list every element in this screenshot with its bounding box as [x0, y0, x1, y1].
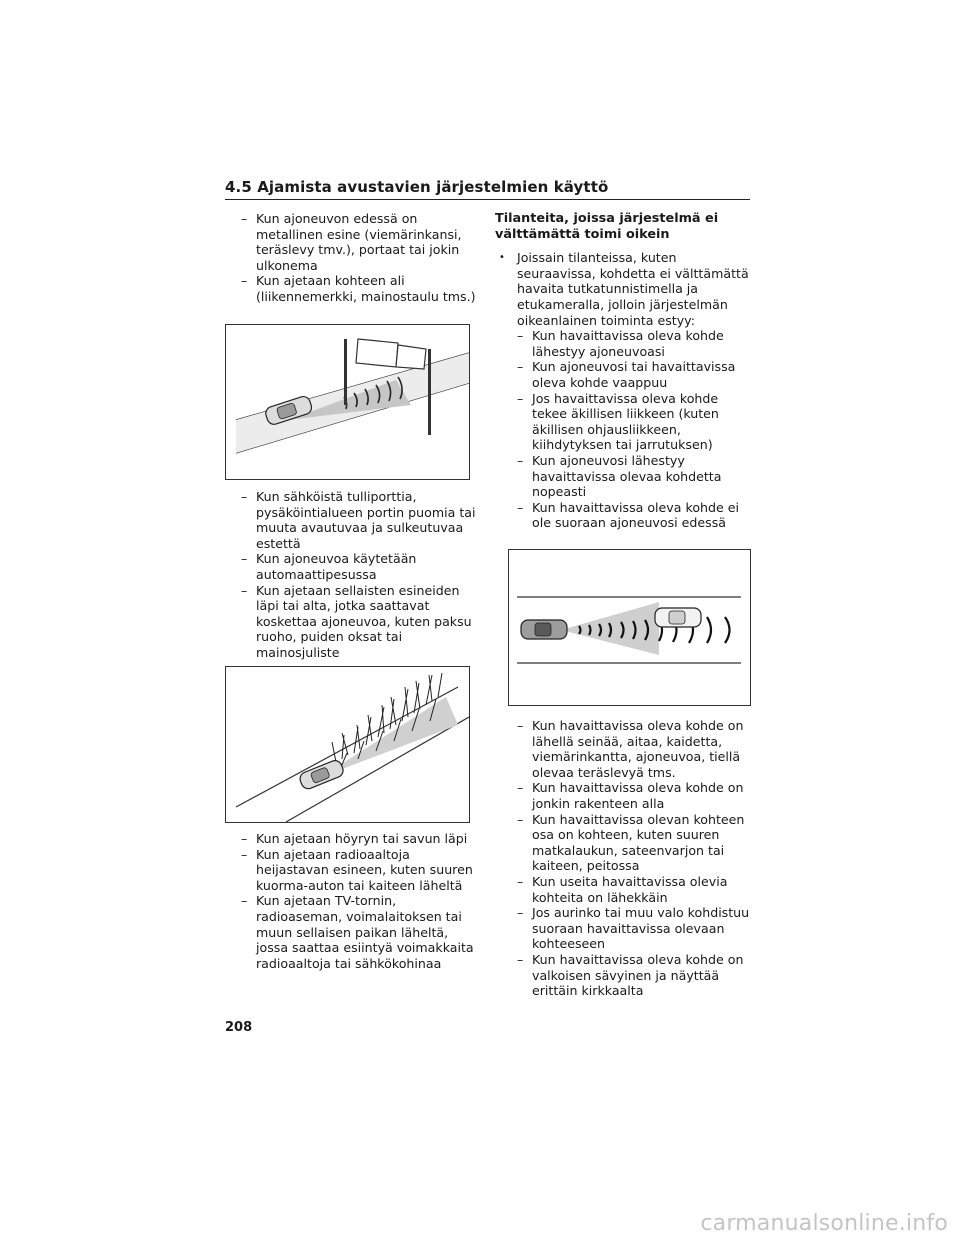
list-item: – Kun sähköistä tulliporttia, pysäköintialueen portin puomia tai muuta avautuvaa ja sulkeutuvaa estettä	[241, 489, 476, 551]
intro-bullet: • Joissain tilanteissa, kuten seuraavissa, kohdetta ei välttämättä havaita tutkatunnistimella ja etukameralla, jolloin järjestelmän oikeanlainen toiminta estyy:	[495, 250, 750, 328]
illustration-vehicle-ahead	[508, 549, 751, 706]
left-block-1	[241, 211, 476, 305]
left-block-2	[241, 489, 476, 661]
list-item: – Kun havaittavissa oleva kohde on valkoisen sävyinen ja näyttää erittäin kirkkaalta	[517, 952, 750, 999]
list-item: – Kun ajetaan kohteen ali (liikennemerkki, mainostaulu tms.)	[241, 273, 476, 304]
illustration-grass-branches	[225, 666, 470, 823]
watermark: carmanualsonline.info	[700, 1211, 948, 1236]
right-block-1	[495, 211, 750, 531]
list-item: – Kun ajetaan höyryn tai savun läpi	[241, 831, 476, 847]
list-item: – Kun havaittavissa oleva kohde on lähellä seinää, aitaa, kaidetta, viemärinkantta, ajoneuvoa, tiellä olevaa teräslevyä tms.	[517, 718, 750, 780]
list-item: – Kun ajoneuvosi tai havaittavissa oleva kohde vaappuu	[517, 359, 750, 390]
illustration-overhead-sign	[225, 324, 470, 480]
list-item: – Jos aurinko tai muu valo kohdistuu suoraan havaittavissa olevaan kohteeseen	[517, 905, 750, 952]
list-item: – Kun havaittavissa oleva kohde ei ole suoraan ajoneuvosi edessä	[517, 500, 750, 531]
left-block-3	[241, 831, 476, 971]
list-item: – Kun ajetaan radioaaltoja heijastavan esineen, kuten suuren kuorma-auton tai kaiteen läheltä	[241, 847, 476, 894]
list-item: – Kun ajetaan TV-tornin, radioaseman, voimalaitoksen tai muun sellaisen paikan läheltä, jossa saattaa esiintyä voimakkaita radioaaltoja tai sähkökohinaa	[241, 893, 476, 971]
list-item: – Kun ajoneuvoa käytetään automaattipesussa	[241, 551, 476, 582]
list-item: – Kun ajoneuvon edessä on metallinen esine (viemärinkansi, teräslevy tmv.), portaat tai jokin ulkonema	[241, 211, 476, 273]
list-item: – Kun havaittavissa olevan kohteen osa on kohteen, kuten suuren matkalaukun, sateenvarjon tai kaiteen, peitossa	[517, 812, 750, 874]
list-item: – Kun ajoneuvosi lähestyy havaittavissa olevaa kohdetta nopeasti	[517, 453, 750, 500]
right-block-2	[495, 718, 750, 999]
section-heading: Tilanteita, joissa järjestelmä ei välttämättä toimi oikein	[495, 211, 719, 242]
page-number: 208	[225, 1020, 253, 1035]
list-item: – Kun havaittavissa oleva kohde on jonkin rakenteen alla	[517, 780, 750, 811]
section-header: 4.5 Ajamista avustavien järjestelmien käyttö	[225, 178, 609, 196]
header-rule	[225, 199, 750, 200]
list-item: – Jos havaittavissa oleva kohde tekee äkillisen liikkeen (kuten äkillisen ohjausliikkeen, kiihdytyksen tai jarrutuksen)	[517, 391, 750, 453]
list-item: – Kun havaittavissa oleva kohde lähestyy ajoneuvoasi	[517, 328, 750, 359]
list-item: – Kun useita havaittavissa olevia kohteita on lähekkäin	[517, 874, 750, 905]
list-item: – Kun ajetaan sellaisten esineiden läpi tai alta, jotka saattavat koskettaa ajoneuvoa, kuten paksu ruoho, puiden oksat tai mainosjuliste	[241, 583, 476, 661]
